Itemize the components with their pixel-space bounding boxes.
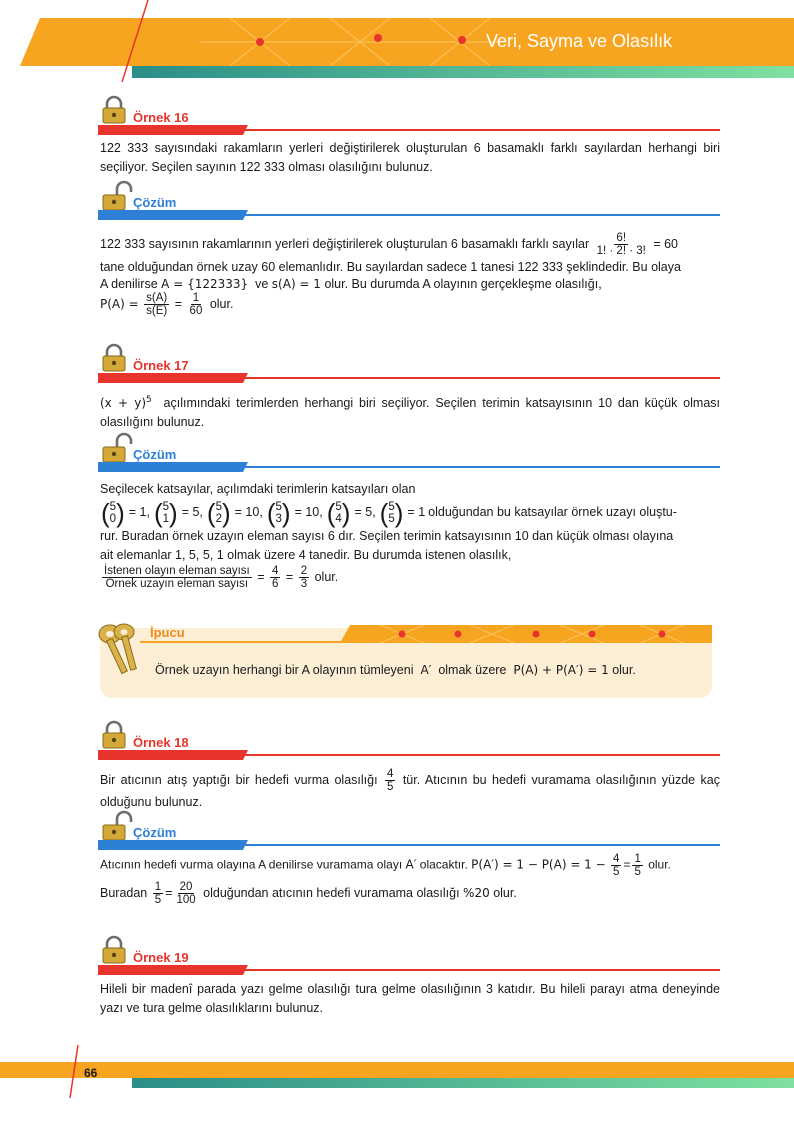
ornek17-rule	[98, 373, 720, 383]
cozum18-rule	[98, 840, 720, 850]
cozum16-line4: P(A) = $\frac{s(A)}{s(E)}$ = $\frac{1}{60}$ olur.	[100, 292, 234, 317]
ipucu-line	[140, 641, 350, 644]
cozum18-line2: Buradan $\frac{1}{5}$ = $\frac{20}{100}$ olduğundan atıcının hedefi vuramama olasılığı %20 olur.	[100, 881, 517, 906]
cozum16-line1: 122 333 sayısının rakamlarının yerleri değiştirilerek oluşturulan 6 basamaklı farklı sayılar $\frac{6!}{1! \cdot 2! \cdot 3!}$ = 60	[100, 232, 678, 257]
cozum16-title: Çözüm	[133, 195, 177, 210]
lock-icon	[100, 432, 134, 464]
header-title: Veri, Sayma ve Olasılık	[486, 31, 673, 51]
cozum17-rule	[98, 462, 720, 472]
cozum18-line1: Atıcının hedefi vurma olayına A denilirse vuramama olayı A′ olacaktır. P(A′) = 1 − P(A) = 1 − $\frac{4}{5}$ = $\frac{1}{5}$ olur.	[100, 853, 671, 878]
lock-icon	[100, 720, 128, 750]
ornek18-title: Örnek 18	[133, 735, 189, 750]
lock-icon	[100, 343, 128, 373]
ornek18-text: Bir atıcının atış yaptığı bir hedefi vurma olasılığı $\frac{4}{5}$ tür. Atıcının bu hedefi vuramama olasılığının yüzde kaç olduğunu bulunuz.	[100, 768, 720, 809]
keys-icon	[96, 620, 148, 682]
lock-icon	[100, 810, 134, 842]
ornek16-text: 122 333 sayısındaki rakamların yerleri değiştirilerek oluşturulan 6 basamaklı farklı sayılardan herhangi biri seçiliyor. Seçilen sayının 122 333 olması olasılığını bulunuz.	[100, 141, 720, 174]
cozum16-line2: tane olduğundan örnek uzay 60 elemanlıdır. Bu sayılardan sadece 1 tanesi 122 333 şeklindedir. Bu olaya	[100, 260, 681, 274]
lock-icon	[100, 180, 134, 212]
ornek17-text: $(x + y)^5$ açılımındaki terimlerden herhangi biri seçiliyor. Seçilen terimin katsayısının 10 dan küçük olması olasılığını bulunuz.	[100, 395, 720, 430]
ipucu-title: İpucu	[150, 625, 185, 640]
cozum18-title: Çözüm	[133, 825, 177, 840]
header-banner	[0, 0, 794, 82]
cozum17-line5: $\frac{\text{İstenen olayın eleman sayısı}}{\text{Örnek uzayın eleman sayısı}}$ = $\frac{4}{6}$ = $\frac{2}{3}$ olur.	[104, 565, 339, 590]
cozum16-line3: A denilirse A = {122333} ve s(A) = 1 olur. Bu durumda A olayının gerçekleşme olasılığı,	[100, 277, 602, 291]
binomial-coefficient: ( 5 0 )	[101, 497, 125, 528]
binomial-coefficient: ( 5 4 )	[326, 497, 351, 528]
cozum17-line3: rur. Buradan örnek uzayın eleman sayısı 6 dır. Seçilen terimin katsayısının 10 dan küçük olması olayına	[100, 529, 674, 543]
lock-icon	[100, 95, 128, 125]
ornek19-rule	[98, 965, 720, 975]
cozum17-line4: ait elemanlar 1, 5, 5, 1 olmak üzere 4 tanedir. Bu durumda istenen olasılık,	[100, 548, 512, 562]
ornek16-rule	[98, 125, 720, 135]
ipucu-text: Örnek uzayın herhangi bir A olayının tümleyeni A′ olmak üzere P(A) + P(A′) = 1 olur.	[155, 663, 636, 677]
binomial-coefficient: ( 5 2 )	[206, 497, 231, 528]
ornek19-title: Örnek 19	[133, 950, 189, 965]
ornek19-text: Hileli bir madenî parada yazı gelme olasılığı tura gelme olasılığının 3 katıdır. Bu hileli parayı atma deneyinde yazı ve tura gelme olasılıklarını bulunuz.	[100, 982, 720, 1015]
footer-banner	[0, 1040, 794, 1100]
cozum16-rule	[98, 210, 720, 220]
page-number: 66	[84, 1066, 98, 1080]
cozum17-line1: Seçilecek katsayılar, açılımdaki terimlerin katsayıları olan	[100, 482, 416, 496]
cozum17-title: Çözüm	[133, 447, 177, 462]
binomial-coefficient: ( 5 5 )	[379, 497, 404, 528]
cozum17-line2: ( 5 0 ) = 1, ( 5 1 ) = 5, ( 5 2 ) = 10, ( 5 3 ) = 10, ( 5 4 ) = 5, ( 5 5 ) = 1 olduğundan bu katsayılar örnek uzayı oluştu-	[101, 497, 677, 528]
binomial-coefficient: ( 5 1 )	[153, 497, 178, 528]
ornek16-title: Örnek 16	[133, 110, 189, 125]
ipucu-banner	[340, 625, 712, 643]
ornek18-rule	[98, 750, 720, 760]
binomial-coefficient: ( 5 3 )	[266, 497, 291, 528]
ornek17-title: Örnek 17	[133, 358, 189, 373]
lock-icon	[100, 935, 128, 965]
